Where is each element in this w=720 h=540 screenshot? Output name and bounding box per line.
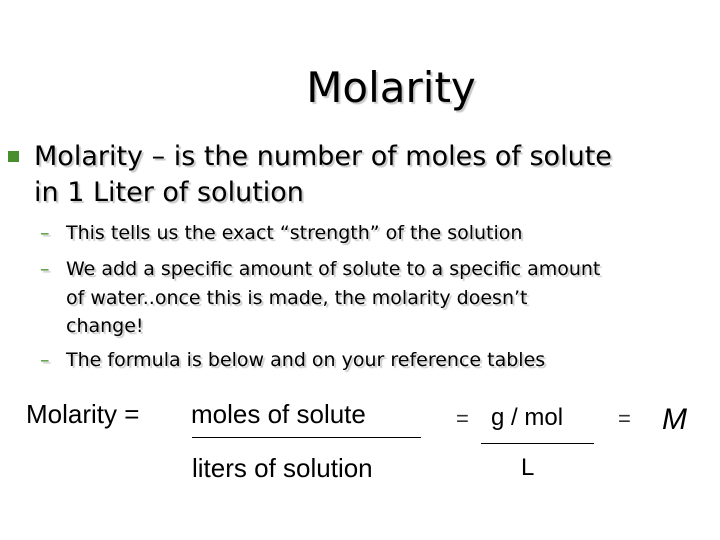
bullet-term: Molarity: [34, 141, 144, 172]
dash-bullet-icon: –: [40, 258, 50, 280]
formula-numerator-2: g / mol: [491, 404, 564, 431]
equals-sign-2: =: [618, 406, 631, 431]
molarity-symbol: M: [662, 403, 687, 436]
main-bullet-text: [34, 139, 694, 211]
main-bullet-line-2: in 1 Liter of solution: [34, 177, 304, 208]
main-bullet-line-1: [34, 139, 694, 175]
sub-bullet-text: The formula is below and on your reference tables: [66, 349, 546, 371]
sub-bullet-text: This tells us the exact “strength” of the solution: [66, 222, 523, 244]
formula-denominator-2: L: [521, 454, 535, 481]
fraction-bar-2: [481, 443, 594, 444]
bullet-definition: – is the number of moles of solute: [143, 141, 612, 172]
formula-lhs: Molarity =: [26, 399, 140, 429]
fraction-bar: [192, 437, 421, 438]
formula-numerator: moles of solute: [191, 399, 366, 429]
sub-bullet-text: of water..once this is made, the molarity doesn’t: [66, 287, 528, 309]
sub-bullet-text: We add a specific amount of solute to a specific amount: [66, 258, 601, 280]
equals-sign: =: [456, 406, 469, 431]
slide-title: Molarity: [306, 63, 476, 112]
square-bullet-icon: [8, 151, 19, 162]
sub-bullet-text: change!: [66, 315, 144, 337]
dash-bullet-icon: –: [40, 222, 50, 244]
formula-denominator: liters of solution: [192, 453, 373, 483]
dash-bullet-icon: –: [40, 349, 50, 371]
